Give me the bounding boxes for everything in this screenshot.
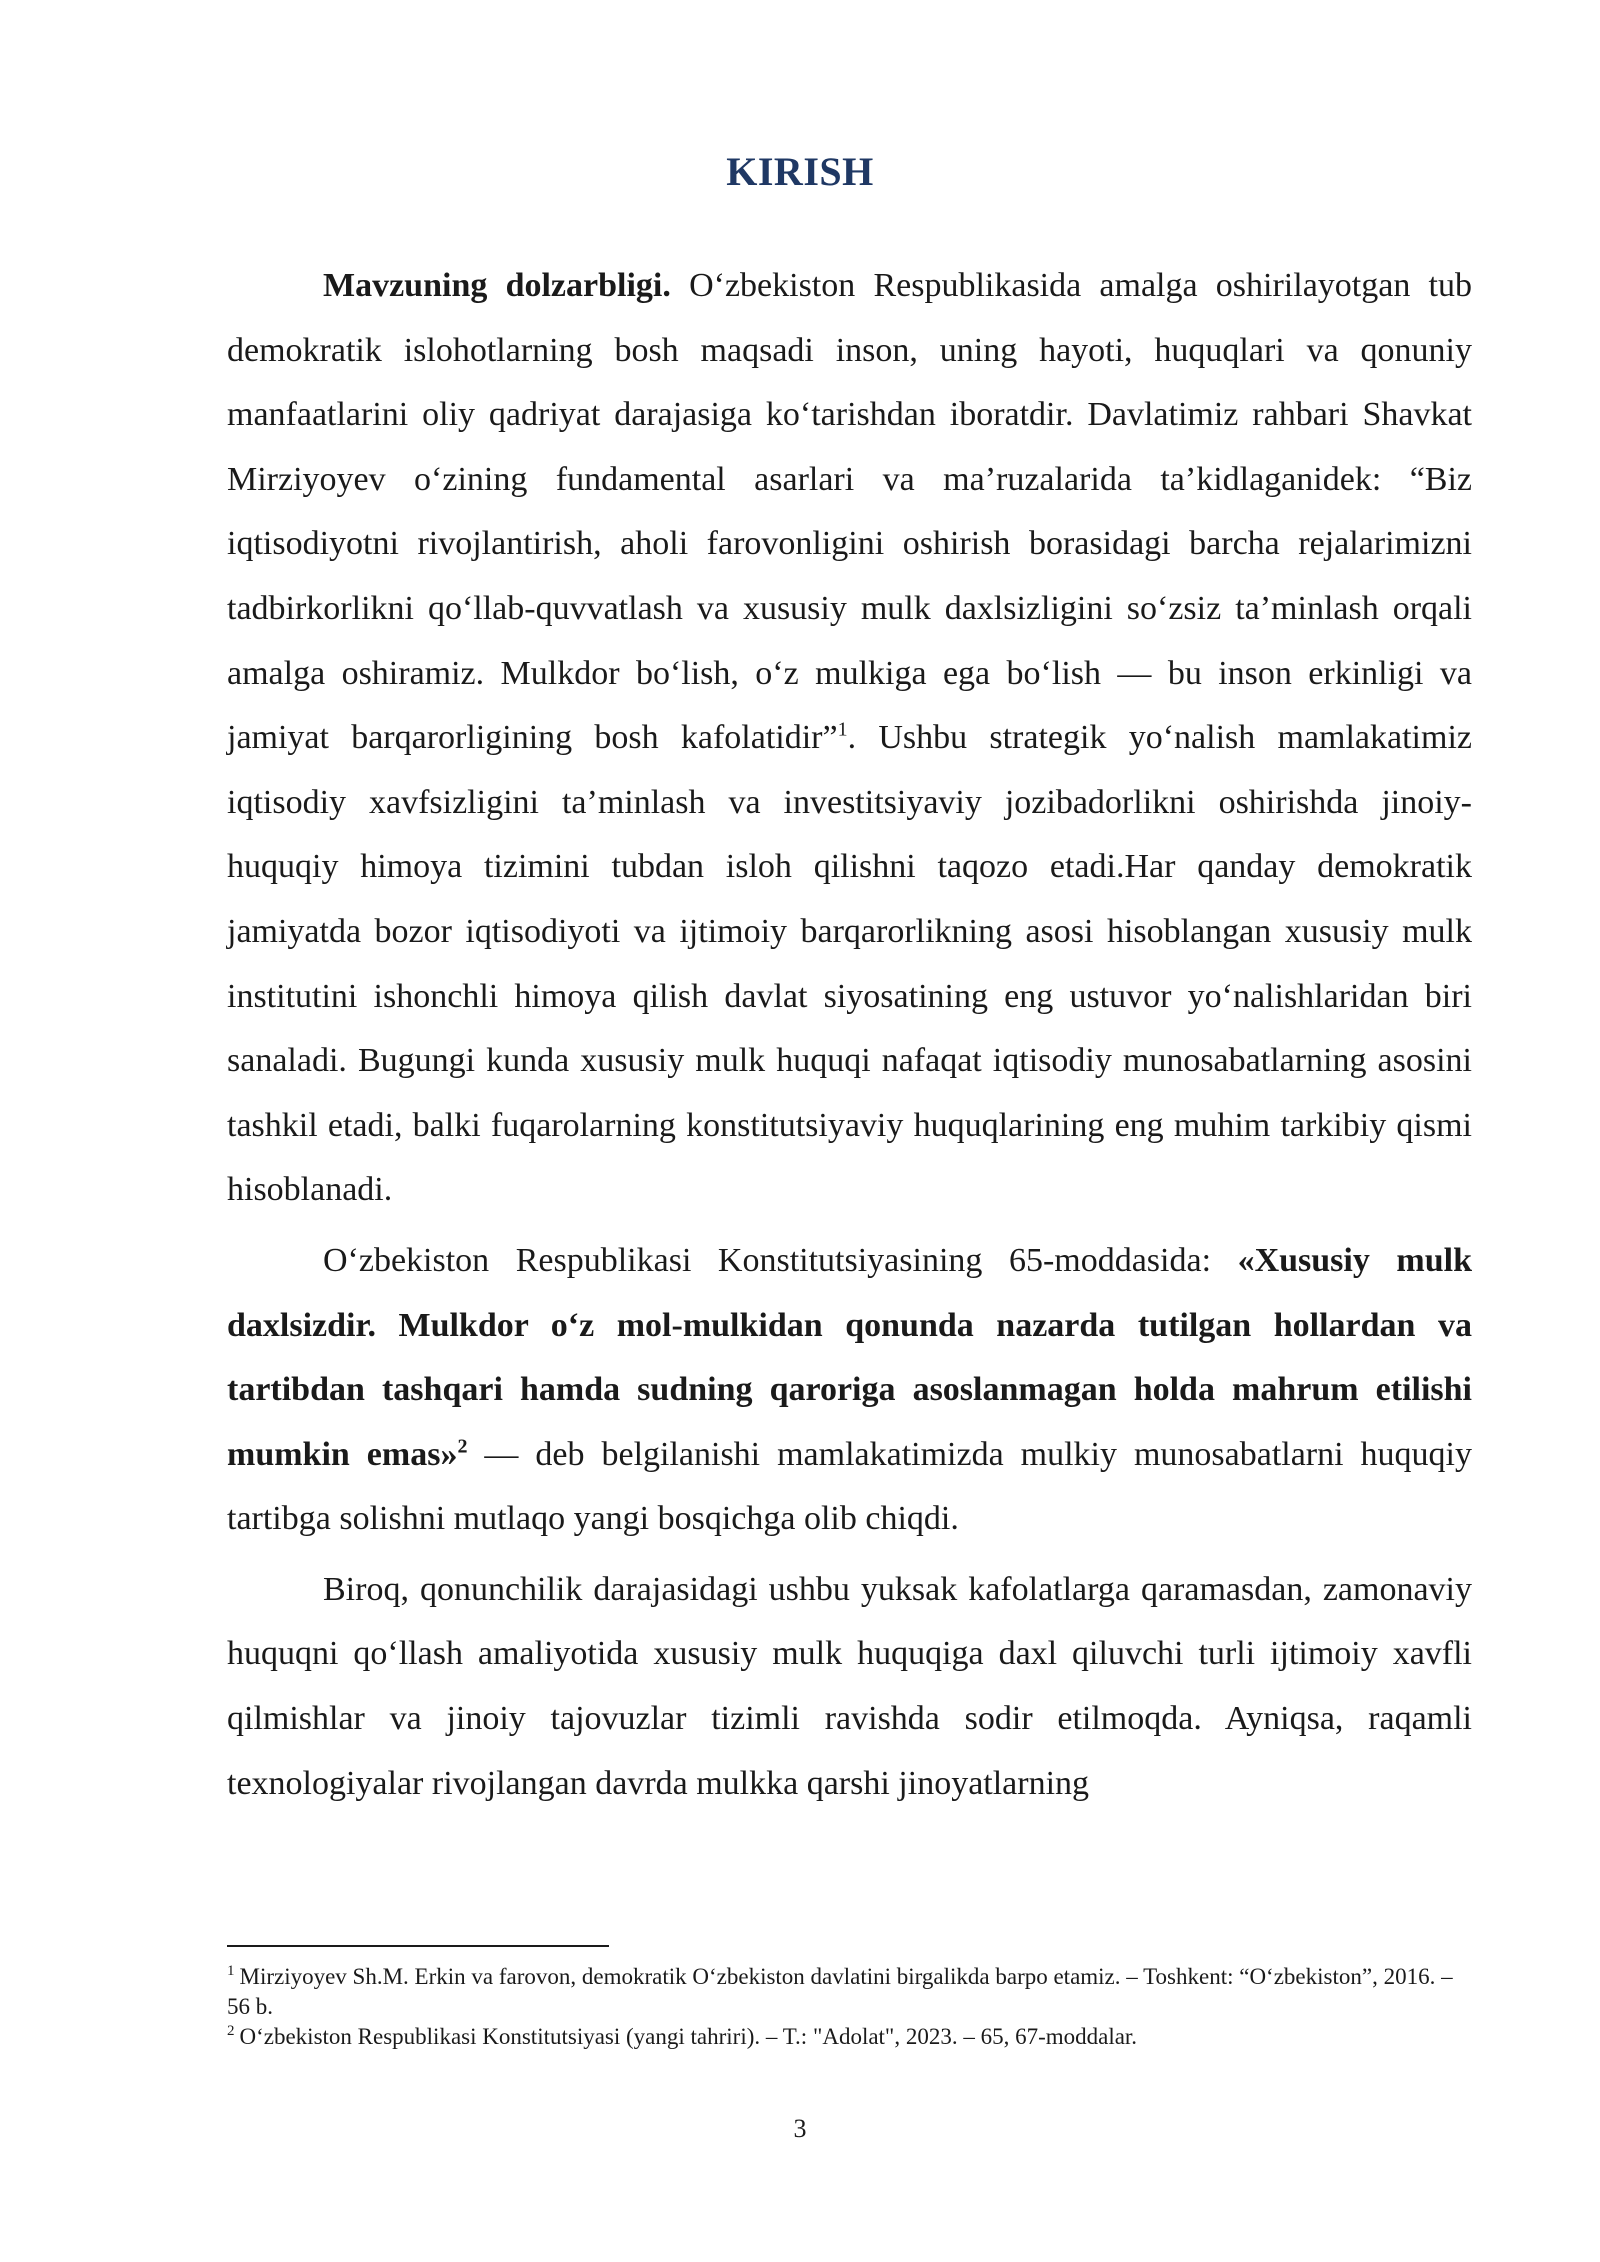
- paragraph-however: [227, 1558, 1472, 1816]
- paragraph-relevance: [227, 254, 1472, 1223]
- page-number: 3: [793, 2114, 807, 2143]
- footnote-2: [227, 2022, 1472, 2052]
- paragraph-constitution: [227, 1229, 1472, 1552]
- paragraph-text: O‘zbekiston Respublikasi Konstitutsiyasining 65-moddasida:: [323, 1241, 1238, 1279]
- footnote-1: [227, 1962, 1472, 2022]
- footnote-text: Mirziyoyev Sh.M. Erkin va farovon, demokratik O‘zbekiston davlatini birgalikda barpo etamiz. – Toshkent: “O‘zbekiston”, 2016. – 56 b.: [227, 1964, 1453, 2019]
- paragraph-text: O‘zbekiston Respublikasida amalga oshirilayotgan tub demokratik islohotlarning bosh maqsadi inson, uning hayoti, huquqlari va qonuniy manfaatlarini oliy qadriyat darajasiga ko‘tarishdan iboratdir. Davlatimiz rahbari Shavkat Mirziyoyev o‘zining fundamental asarlari va ma’ruzalarida ta’kidlaganidek: “Biz iqtisodiyotni rivojlantirish, aholi farovonligini oshirish borasidagi barcha rejalarimizni tadbirkorlikni qo‘llab-quvvatlash va xususiy mulk daxlsizligini so‘zsiz ta’minlash orqali amalga oshiramiz. Mulkdor bo‘lish, o‘z mulkiga ega bo‘lish — bu inson erkinligi va jamiyat barqarorligining bosh kafolatidir”: [227, 267, 1472, 757]
- paragraph-text: . Ushbu strategik yo‘nalish mamlakatimiz iqtisodiy xavfsizligini ta’minlash va investitsiyaviy jozibadorlikni oshirishda jinoiy-huquqiy himoya tizimini tubdan isloh qilishni taqozo etadi.Har qanday demokratik jamiyatda bozor iqtisodiyoti va ijtimoiy barqarorlikning asosi hisoblangan xususiy mulk institutini ishonchli himoya qilish davlat siyosatining eng ustuvor yo‘nalishlaridan biri sanaladi. Bugungi kunda xususiy mulk huquqi nafaqat iqtisodiy munosabatlarning asosini tashkil etadi, balki fuqarolarning konstitutsiyaviy huquqlarining eng muhim tarkibiy qismi hisoblanadi.: [227, 719, 1472, 1209]
- footnote-number: 2: [227, 2023, 235, 2040]
- paragraph-text: Biroq, qonunchilik darajasidagi ushbu yuksak kafolatlarga qaramasdan, zamonaviy huquqni qo‘llash amaliyotida xususiy mulk huquqiga daxl qiluvchi turli ijtimoiy xavfli qilmishlar va jinoiy tajovuzlar tizimli ravishda sodir etilmoqda. Ayniqsa, raqamli texnologiyalar rivojlangan davrda mulkka qarshi jinoyatlarning: [227, 1570, 1472, 1802]
- footnote-number: 1: [227, 1963, 235, 1980]
- body-text: [227, 254, 1472, 1822]
- footnote-text: O‘zbekiston Respublikasi Konstitutsiyasi (yangi tahriri). – T.: "Adolat", 2023. – 65, 67-moddalar.: [239, 2024, 1138, 2049]
- paragraph-text: — deb belgilanishi mamlakatimizda mulkiy munosabatlarni huquqiy tartibga solishni mutlaqo yangi bosqichga olib chiqdi.: [227, 1435, 1472, 1538]
- paragraph-lead: Mavzuning dolzarbligi.: [323, 267, 671, 304]
- footnotes: [227, 1962, 1472, 2052]
- section-heading: KIRISH: [726, 149, 874, 194]
- footnote-ref-1[interactable]: 1: [837, 718, 848, 741]
- footnote-separator: [227, 1945, 609, 1947]
- constitution-quote: «Xususiy mulk daxlsizdir. Mulkdor o‘z mol-mulkidan qonunda nazarda tutilgan hollardan va tartibdan tashqari hamda sudning qaroriga asoslanmagan holda mahrum etilishi mumkin emas»: [227, 1241, 1472, 1473]
- footnote-ref-2[interactable]: 2: [457, 1435, 468, 1458]
